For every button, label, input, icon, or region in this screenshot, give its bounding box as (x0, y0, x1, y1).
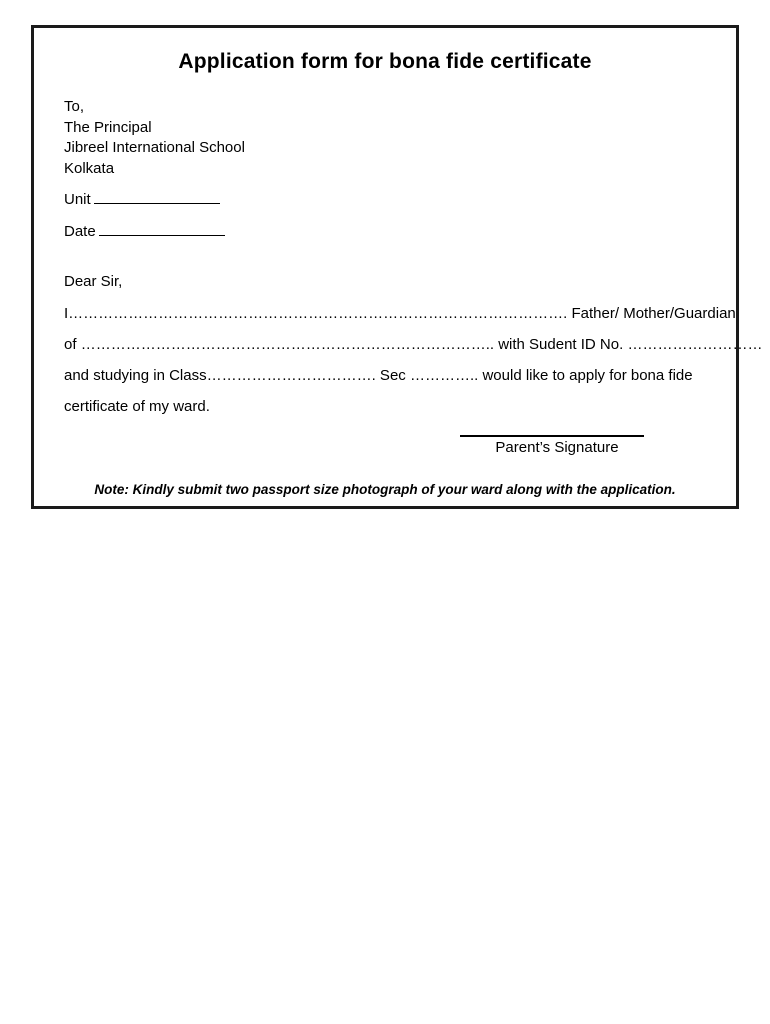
ward-name-blank[interactable]: ……………………………………………………………………….. (80, 336, 495, 353)
parent-name-blank[interactable]: ……………………………………………………………………………………… (68, 305, 564, 322)
date-label: Date (64, 223, 96, 240)
signature-line[interactable] (460, 435, 644, 437)
address-city: Kolkata (64, 159, 115, 177)
class-blank[interactable]: ……………………………. (206, 367, 376, 384)
student-id-blank[interactable]: ……………………… (627, 336, 763, 353)
date-blank[interactable] (99, 221, 225, 236)
application-form (31, 25, 763, 509)
signature-label: Parent’s Signature (495, 439, 619, 456)
address-to: To, (64, 98, 85, 115)
form-note: Note: Kindly submit two passport size photograph of your ward along with the application. (94, 482, 676, 497)
address-recipient: The Principal (64, 118, 152, 136)
body-line-3 (64, 367, 693, 384)
unit-blank[interactable] (94, 189, 220, 204)
unit-label: Unit (64, 191, 91, 208)
body-line2-start: of (64, 336, 77, 353)
date-field (64, 221, 225, 240)
body-line3-start: and studying in Class (64, 367, 207, 384)
body-line-2 (64, 336, 762, 353)
body-line-1 (64, 305, 736, 322)
address-school: Jibreel International School (64, 139, 245, 156)
body-line1-start: I (64, 305, 69, 322)
salutation: Dear Sir, (64, 273, 123, 290)
section-blank[interactable]: ………….. (409, 367, 479, 384)
body-line3-mid: Sec (375, 367, 410, 384)
form-title: Application form for bona fide certificate (178, 50, 592, 73)
address-block (64, 97, 245, 179)
unit-field (64, 189, 220, 208)
body-line2-mid: with Sudent ID No. (494, 336, 628, 353)
body-line3-end: would like to apply for bona fide (478, 367, 693, 384)
body-line-4: certificate of my ward. (64, 398, 210, 415)
body-line1-end: . Father/ Mother/Guardian (563, 305, 736, 322)
